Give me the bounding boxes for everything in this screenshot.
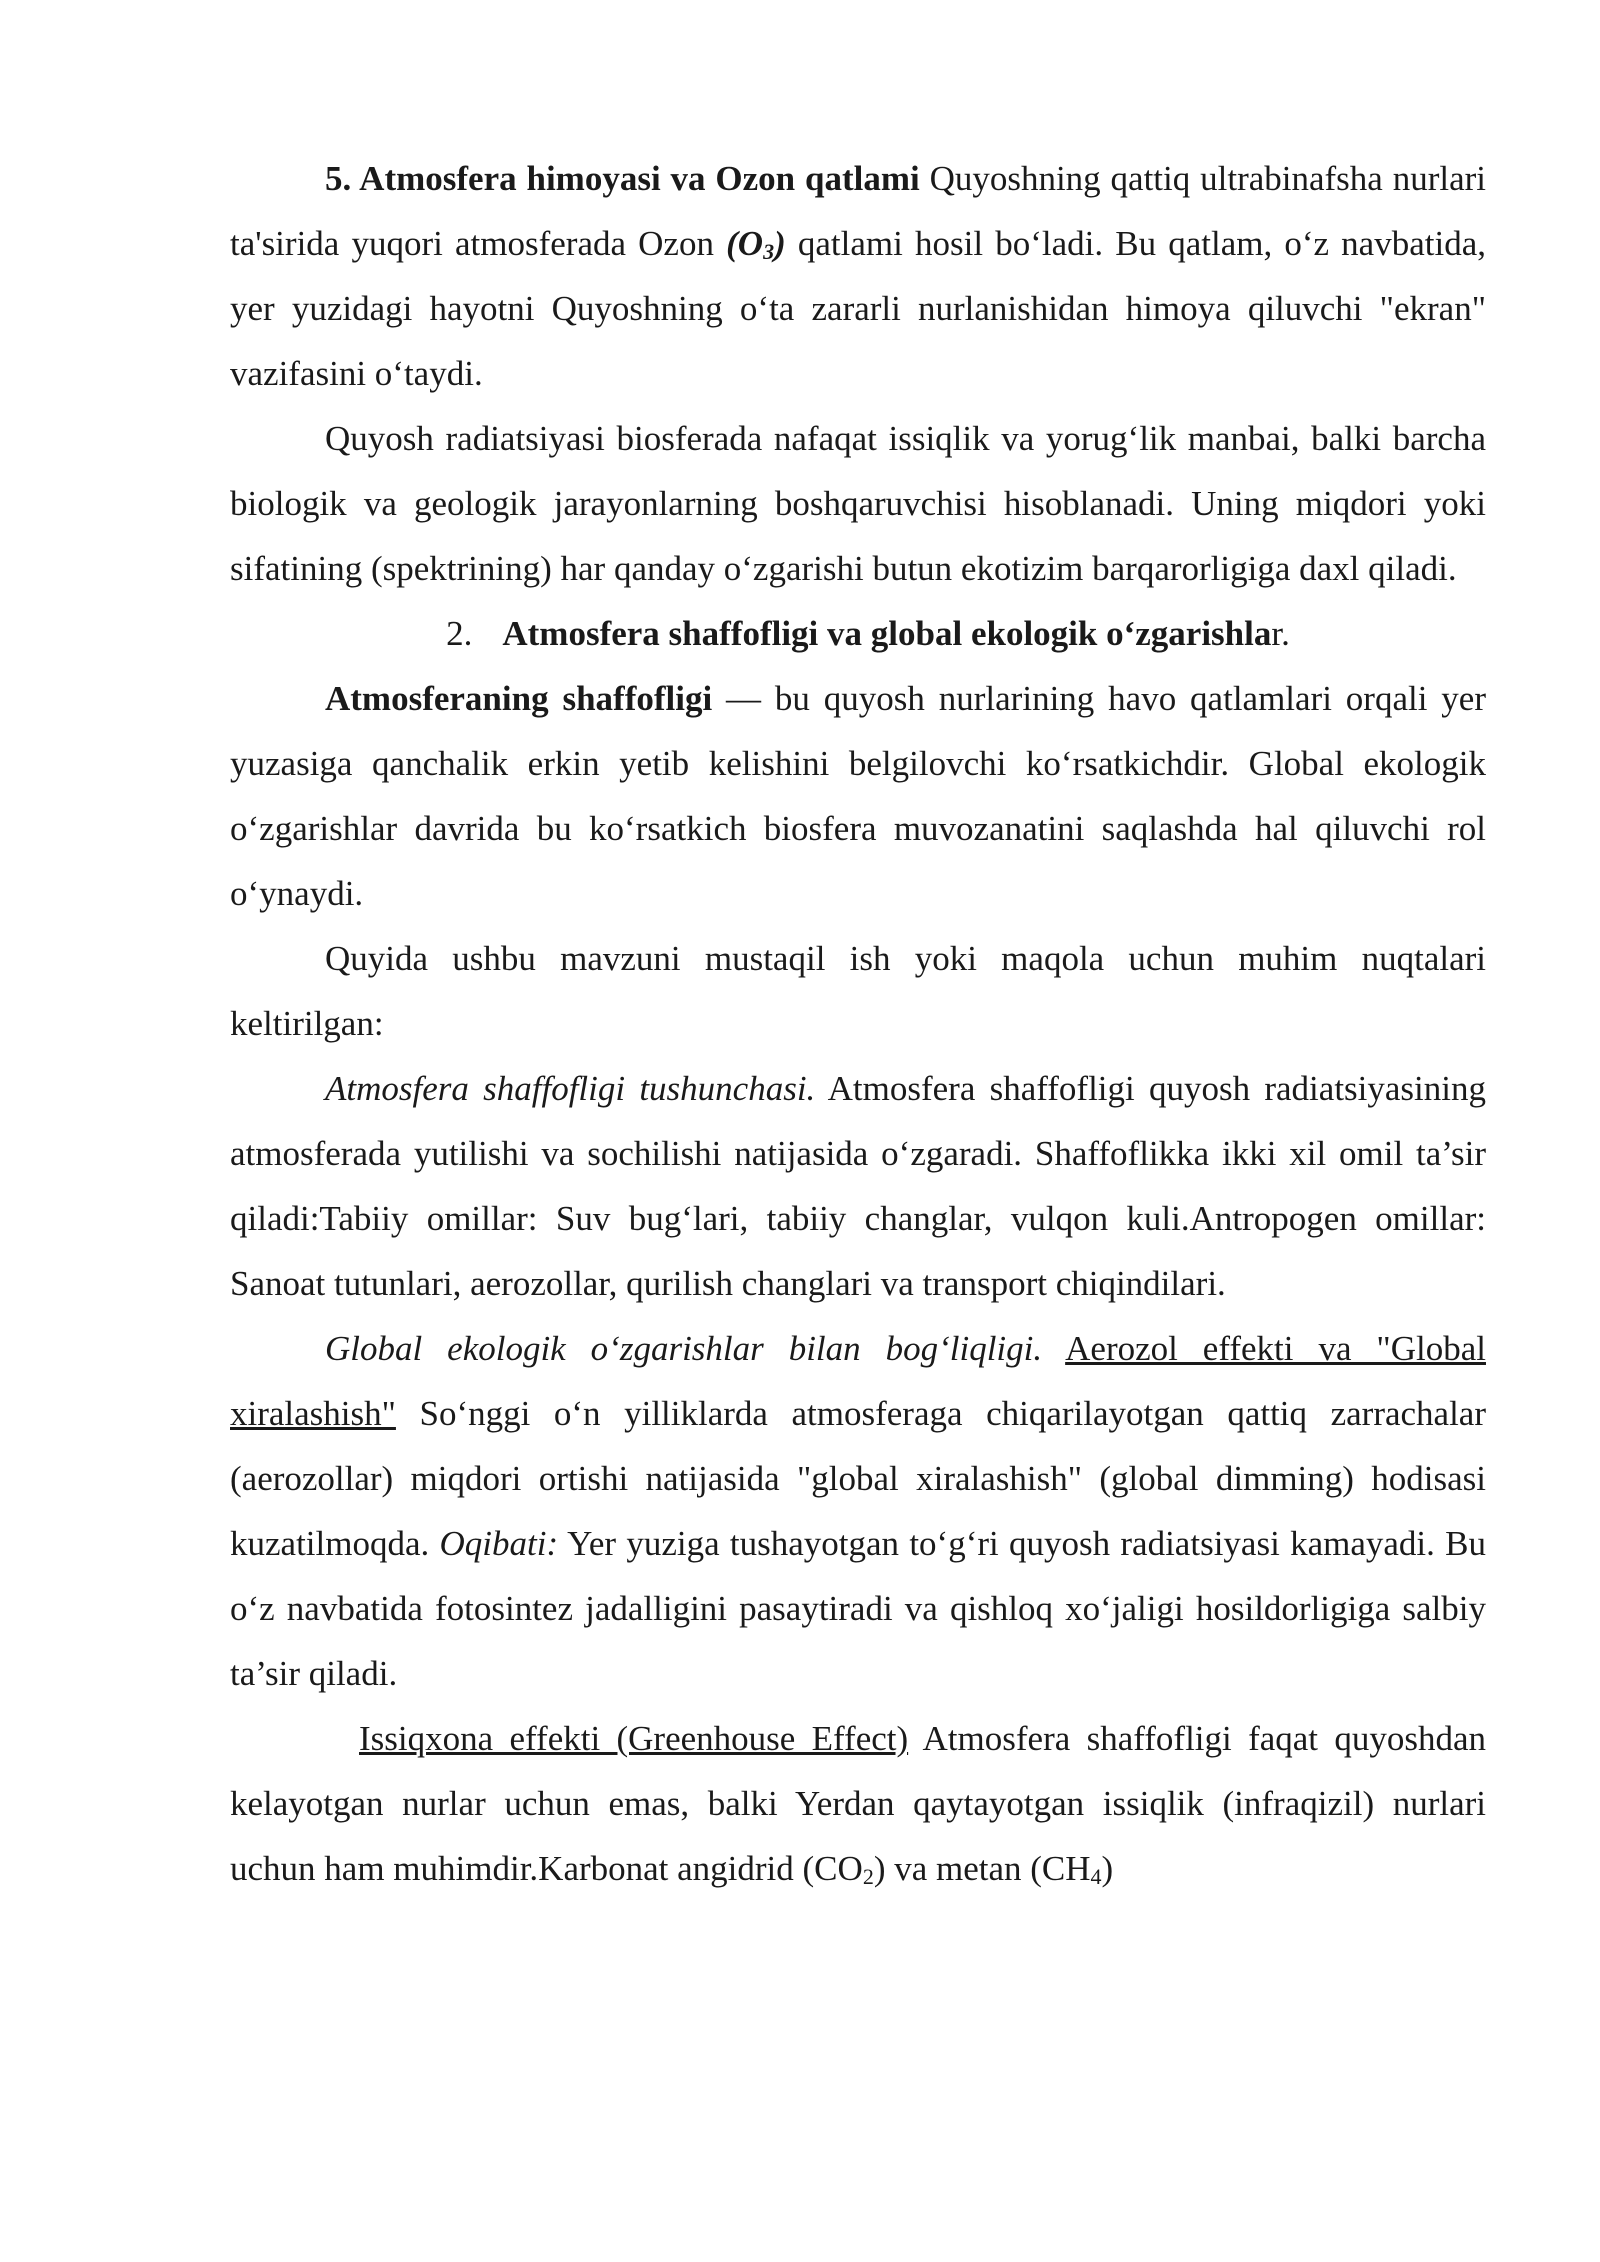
- subheading-global-changes: Global ekologik o‘zgarishlar bilan bog‘liqligi.: [325, 1329, 1043, 1368]
- document-body: [230, 146, 1486, 1901]
- paragraph-ozone-layer: [230, 146, 1486, 406]
- paragraph-intro-points: Quyida ushbu mavzuni mustaqil ish yoki maqola uchun muhim nuqtalari keltirilgan:: [230, 939, 1486, 1043]
- paragraph-text: ) va metan (CH: [873, 1849, 1091, 1888]
- paragraph-text: — bu quyosh nurlarining havo qatlamlari orqali yer yuzasiga qanchalik erkin yetib kelishini belgilovchi ko‘rsatkichdir. Global ekologik o‘zgarishlar davrida bu ko‘rsatkich biosfera muvozanatini saqlashda hal qiluvchi rol o‘ynaydi.: [230, 679, 1486, 913]
- italic-consequence: Oqibati:: [439, 1524, 559, 1563]
- ozone-subscript: 3: [763, 239, 775, 264]
- paragraph-solar-radiation: Quyosh radiatsiyasi biosferada nafaqat issiqlik va yorug‘lik manbai, balki barcha biologik va geologik jarayonlarning boshqaruvchisi hisoblanadi. Uning miqdori yoki sifatining (spektrining) har qanday o‘zgarishi butun ekotizim barqarorligiga daxl qiladi.: [230, 419, 1486, 588]
- paragraph-text: Atmosfera shaffofligi quyosh radiatsiyasining atmosferada yutilishi va sochilishi natijasida o‘zgaradi. Shaffoflikka ikki xil omil ta’sir qiladi:Tabiiy omillar: Suv bug‘lari, tabiiy changlar, vulqon kuli.Antropogen omillar: Sanoat tutunlari, aerozollar, qurilish changlari va transport chiqindilari.: [230, 1069, 1486, 1303]
- paragraph-text: ): [1101, 1849, 1114, 1888]
- heading-number: 2.: [446, 614, 473, 653]
- section-heading-2: [250, 601, 1486, 666]
- paragraph-transparency-concept: [230, 1056, 1486, 1316]
- paragraph-text: Atmosfera shaffofligi faqat quyoshdan kelayotgan nurlar uchun emas, balki Yerdan qaytayotgan issiqlik (infraqizil) nurlari uchun ham muhimdir.Karbonat angidrid (CO: [230, 1719, 1486, 1888]
- ozone-formula: (O: [726, 224, 764, 263]
- paragraph-text: Yer yuziga tushayotgan to‘g‘ri quyosh radiatsiyasi kamayadi. Bu o‘z navbatida fotosintez jadalligini pasaytiradi va qishloq xo‘jaligi hosildorligiga salbiy ta’sir qiladi.: [230, 1524, 1486, 1693]
- paragraph-transparency-definition: [230, 666, 1486, 926]
- heading-title: Atmosfera shaffofligi va global ekologik o‘zgarishla: [502, 614, 1272, 653]
- paragraph-greenhouse-effect: [230, 1706, 1486, 1901]
- ozone-formula-close: ): [774, 224, 786, 263]
- paragraph-global-changes: [230, 1316, 1486, 1706]
- section-heading-ozone: 5. Atmosfera himoyasi va Ozon qatlami: [325, 159, 920, 198]
- paragraph-text: Quyoshning qattiq ultrabinafsha nurlari ta'sirida yuqori atmosferada Ozon: [230, 159, 1486, 263]
- paragraph-text: So‘nggi o‘n yilliklarda atmosferaga chiqarilayotgan qattiq zarrachalar (aerozollar) miqdori ortishi natijasida "global xiralashish" (global dimming) hodisasi kuzatilmoqda.: [230, 1394, 1486, 1563]
- co2-subscript: 2: [862, 1864, 874, 1889]
- term-atmosphere-transparency: Atmosferaning shaffofligi: [325, 679, 713, 718]
- ch4-subscript: 4: [1090, 1864, 1102, 1889]
- underlined-greenhouse-effect: Issiqxona effekti (Greenhouse Effect): [359, 1719, 909, 1758]
- heading-tail: r.: [1271, 614, 1290, 653]
- paragraph-text: qatlami hosil bo‘ladi. Bu qatlam, o‘z navbatida, yer yuzidagi hayotni Quyoshning o‘ta zararli nurlanishidan himoya qiluvchi "ekran" vazifasini o‘taydi.: [230, 224, 1486, 393]
- subheading-concept: Atmosfera shaffofligi tushunchasi.: [325, 1069, 816, 1108]
- underlined-aerosol-effect: Aerozol effekti va "Global xiralashish": [230, 1329, 1486, 1433]
